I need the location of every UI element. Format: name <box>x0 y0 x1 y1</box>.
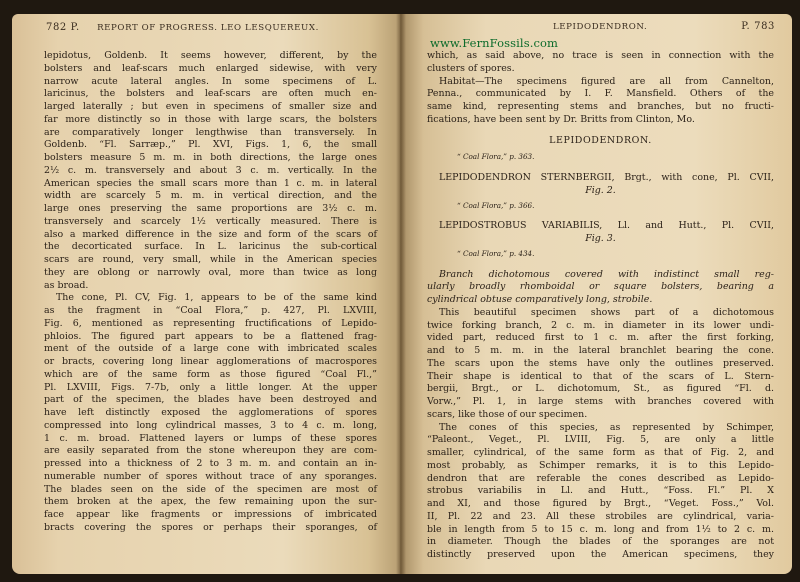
text-line: in diameter. Though the blades of the sporanges are not <box>427 536 774 548</box>
text-line: The scars upon the stems have only the outlines preserved. <box>427 357 774 369</box>
text-line: smaller, cylindrical, of the same form as that of Fig. 2, and <box>427 447 774 458</box>
text-line: transversely and scarcely 1½ vertically measured. There is <box>44 215 377 227</box>
text-line: have left distinctly exposed the agglomerations of spores <box>44 407 377 418</box>
text-line: clusters of spores. <box>427 62 515 74</box>
text-line: large ones preserving the same proportions are 3½ c. m. <box>44 203 377 214</box>
text-line: same kind, representing stems and branches, but no fructi- <box>427 101 774 112</box>
right-page-number: P. 783 <box>741 21 775 32</box>
text-line: and XI, and those figured by Brgt., “Veget. Foss.,” Vol. <box>427 498 774 509</box>
text-line: narrow acute lateral angles. In some specimens of L. <box>44 75 377 87</box>
text-line: they are oblong or narrowly oval, more than twice as long <box>44 266 377 278</box>
text-line: the decorticated surface. In L. laricinus the sub-cortical <box>44 241 377 253</box>
text-line: numerable number of spores without trace of any sporanges. <box>44 470 377 482</box>
text-line: fications, have been sent by Dr. Britts from Clinton, Mo. <box>427 113 695 125</box>
text-line: This beautiful specimen shows part of a dichotomous <box>439 306 774 318</box>
species-heading-line: LEPIDODENDRON STERNBERGII, Brgt., with cone, Pl. CVII, <box>439 172 774 183</box>
species-heading-line: Fig. 2. <box>585 184 616 196</box>
text-line: The cone, Pl. CV, Fig. 1, appears to be of the same kind <box>56 292 377 304</box>
right-running-title: LEPIDODENDRON. <box>553 22 648 32</box>
species-heading-line: LEPIDOSTROBUS VARIABILIS, Ll. and Hutt., Pl. CVII, <box>439 220 774 232</box>
text-line: II, Pl. 22 and 23. All these strobiles are cylindrical, varia- <box>427 510 774 522</box>
text-line: cylindrical obtuse comparatively long, strobile. <box>427 294 653 305</box>
species-heading-line: Fig. 3. <box>585 233 616 244</box>
text-line: are easily separated from the stone whereupon they are com- <box>44 445 377 457</box>
text-line: and to 5 m. m. in the lateral branchlet bearing the cone. <box>427 345 774 356</box>
text-line: lepidotus, Goldenb. It seems however, different, by the <box>44 50 377 61</box>
text-line: bolsters measure 5 m. m. in both directions, the large ones <box>44 152 377 163</box>
text-line: face appear like fragments or impressions of imbricated <box>44 509 377 520</box>
left-running-head <box>46 22 319 33</box>
text-line: most probably, as Schimper remarks, it is to this Lepido- <box>427 459 774 471</box>
text-line: Goldenb. “Fl. Sarræp.,” Pl. XVI, Figs. 1, 6, the small <box>44 139 377 151</box>
text-line: Pl. LXVIII, Figs. 7-7b, only a little longer. At the upper <box>44 381 377 393</box>
text-line: phloios. The figured part appears to be a flattened frag- <box>44 330 377 342</box>
text-line: strobus variabilis in Ll. and Hutt., “Foss. Fl.” Pl. X <box>427 485 774 497</box>
text-line: laricinus, the bolsters and leaf-scars are often much en- <box>44 88 377 100</box>
text-line: twice forking branch, 2 c. m. in diameter in its lower undi- <box>427 319 774 331</box>
text-line: scars, like those of our specimen. <box>427 408 588 420</box>
text-line: Their shape is identical to that of the scars of L. Stern- <box>427 370 774 382</box>
text-line: ularly broadly rhomboidal or square bolsters, bearing a <box>427 281 774 293</box>
text-line: bracts covering the spores or perhaps their sporanges, of <box>44 521 377 533</box>
text-line: 2½ c. m. transversely and about 3 c. m. vertically. In the <box>44 164 377 176</box>
species-reference: “ Coal Flora,” p. 366. <box>457 200 535 210</box>
watermark-link[interactable]: www.FernFossils.com <box>430 36 559 50</box>
text-line: as the fragment in “Coal Flora,” p. 427, Pl. LXVIII, <box>44 305 377 316</box>
text-line: Habitat—The specimens figured are all from Cannelton, <box>439 75 774 87</box>
text-line: also a marked difference in the size and form of the scars of <box>44 228 377 240</box>
text-line: scars are round, very small, while in the American species <box>44 254 377 265</box>
text-line: compressed into long cylindrical masses, 3 to 4 c. m. long, <box>44 419 377 431</box>
text-line: as broad. <box>44 279 89 291</box>
right-body-text <box>427 50 774 562</box>
text-line: them broken at the apex, the few remaining upon the sur- <box>44 496 377 508</box>
text-line: The cones of this species, as represented by Schimper, <box>439 421 774 433</box>
text-line: bergii, Brgt., or L. dichotomum, St., as figured “Fl. d. <box>427 383 774 395</box>
text-line: 1 c. m. broad. Flattened layers or lumps of these spores <box>44 432 377 444</box>
text-line: Fig. 6, mentioned as representing fructifications of Lepido- <box>44 317 377 329</box>
text-line: vided part, reduced first to 1 c. m. after the first forking, <box>427 332 774 344</box>
text-line: The blades seen on the side of the specimen are most of <box>44 483 377 495</box>
text-line: far more distinctly so in those with large scars, the bolsters <box>44 113 377 125</box>
text-line: ment of the outside of a large cone with imbricated scales <box>44 343 377 355</box>
text-line: larged laterally ; but even in specimens of smaller size and <box>44 101 377 112</box>
text-line: Vorw.,” Pl. 1, in large stems with branches covered with <box>427 396 774 407</box>
species-reference: “ Coal Flora,” p. 434. <box>457 248 535 258</box>
text-line: “Paleont., Veget., Pl. LVIII, Fig. 5, are only a little <box>427 434 774 446</box>
book-gutter <box>396 14 406 574</box>
text-line: bolsters and leaf-scars much enlarged sidewise, with very <box>44 62 377 74</box>
text-line: which are of the same form as those figured “Coal Fl.,” <box>44 368 377 380</box>
text-line: distinctly preserved upon the American specimens, they <box>427 549 774 560</box>
text-line: American species the small scars more than 1 c. m. in lateral <box>44 177 377 189</box>
text-line: which, as said above, no trace is seen in connection with the <box>427 50 774 61</box>
left-page-number: 782 P. <box>46 22 80 33</box>
text-line: are comparatively longer lengthwise than transversely. In <box>44 126 377 138</box>
text-line: Penna., communicated by I. F. Mansfield. Others of the <box>427 88 774 100</box>
text-line: Branch dichotomous covered with indistinct small reg- <box>439 268 774 280</box>
genus-reference: “ Coal Flora,” p. 363. <box>457 152 535 162</box>
text-line: or bracts, covering long linear agglomerations of macrospores <box>44 356 377 367</box>
genus-heading: LEPIDODENDRON. <box>549 134 652 146</box>
text-line: part of the specimen, the blades have been destroyed and <box>44 394 377 406</box>
text-line: ble in length from 5 to 15 c. m. long and from 1½ to 2 c. m. <box>427 523 774 535</box>
text-line: dendron that are referable the cones described as Lepido- <box>427 472 774 484</box>
text-line: width are scarcely 5 m. m. in vertical direction, and the <box>44 190 377 202</box>
text-line: pressed into a thickness of 2 to 3 m. m. and contain an in- <box>44 458 377 469</box>
left-running-title: REPORT OF PROGRESS. LEO LESQUEREUX. <box>97 23 319 33</box>
left-body-text <box>44 50 377 535</box>
